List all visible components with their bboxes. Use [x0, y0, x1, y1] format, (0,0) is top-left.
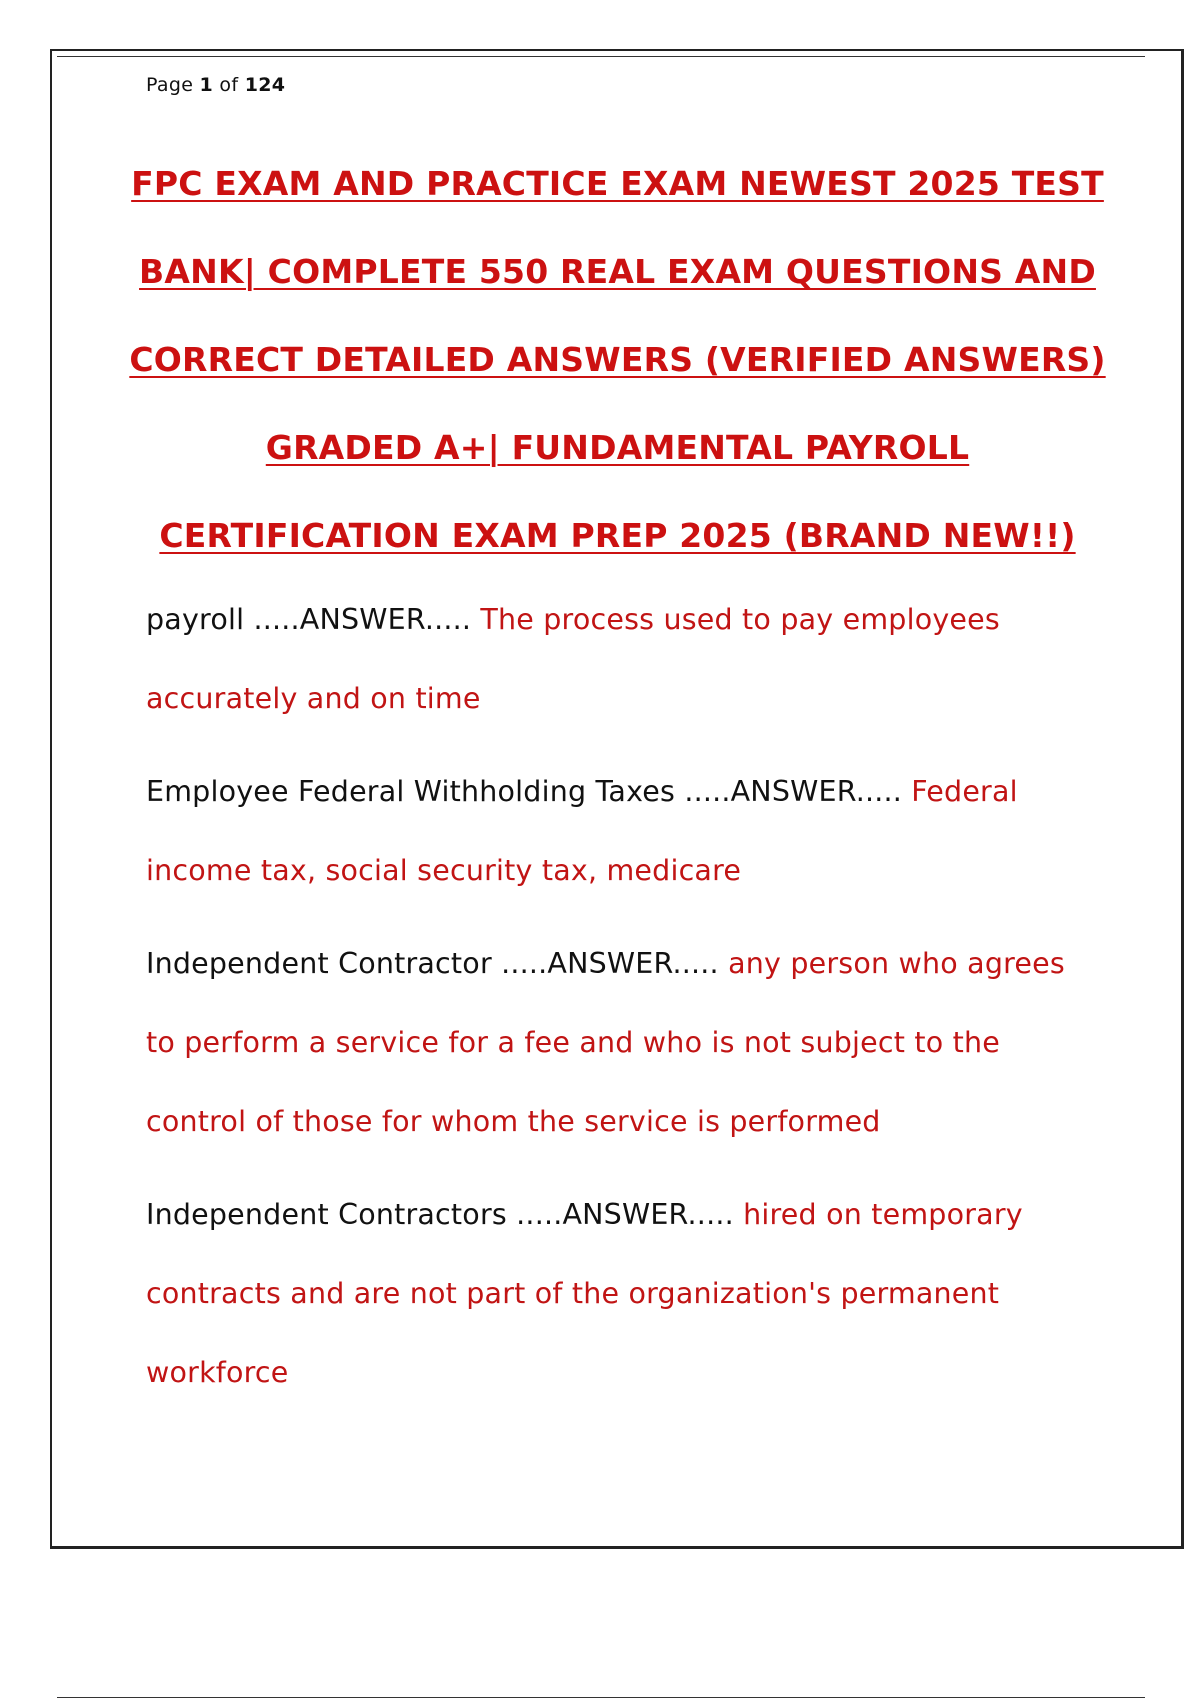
- qa-answer: hired on temporary contracts and are not part of the organization's permanent workforce: [146, 1198, 1023, 1389]
- title-line-text: GRADED A+| FUNDAMENTAL PAYROLL: [265, 428, 970, 467]
- qa-term: payroll: [146, 603, 245, 636]
- page-total: 124: [244, 74, 286, 96]
- page-number: [146, 74, 285, 96]
- qa-term: Independent Contractor: [146, 947, 492, 980]
- qa-separator: .....ANSWER.....: [516, 1198, 734, 1231]
- top-rule: [57, 56, 1145, 57]
- qa-answer: any person who agrees to perform a service for a fee and who is not subject to the control of those for whom the service is performed: [146, 947, 1065, 1138]
- qa-list: [146, 580, 1086, 1426]
- qa-separator: .....ANSWER.....: [684, 775, 902, 808]
- qa-item: [146, 924, 1086, 1161]
- page-of-label: of: [219, 74, 239, 96]
- title-line: [60, 316, 1175, 404]
- bottom-rule: [57, 1697, 1145, 1698]
- title-line-text: CERTIFICATION EXAM PREP 2025 (BRAND NEW!!): [159, 516, 1076, 555]
- qa-term: Independent Contractors: [146, 1198, 507, 1231]
- title-line: [60, 228, 1175, 316]
- title-line-text: CORRECT DETAILED ANSWERS (VERIFIED ANSWERS): [129, 340, 1106, 379]
- qa-answer: The process used to pay employees accurately and on time: [146, 603, 1000, 715]
- page-current: 1: [199, 74, 214, 96]
- title-line: [60, 404, 1175, 492]
- qa-separator: .....ANSWER.....: [253, 603, 472, 636]
- qa-item: [146, 580, 1086, 738]
- title-line: [60, 492, 1175, 580]
- qa-item: [146, 752, 1086, 910]
- qa-separator: .....ANSWER.....: [501, 947, 719, 980]
- title-line-text: FPC EXAM AND PRACTICE EXAM NEWEST 2025 TEST: [131, 164, 1104, 203]
- document-title: [60, 140, 1175, 580]
- qa-item: [146, 1175, 1086, 1412]
- page-label: Page: [146, 74, 194, 96]
- qa-term: Employee Federal Withholding Taxes: [146, 775, 676, 808]
- title-line-text: BANK| COMPLETE 550 REAL EXAM QUESTIONS AND: [139, 252, 1096, 291]
- qa-answer: Federal income tax, social security tax, medicare: [146, 775, 1018, 887]
- title-line: [60, 140, 1175, 228]
